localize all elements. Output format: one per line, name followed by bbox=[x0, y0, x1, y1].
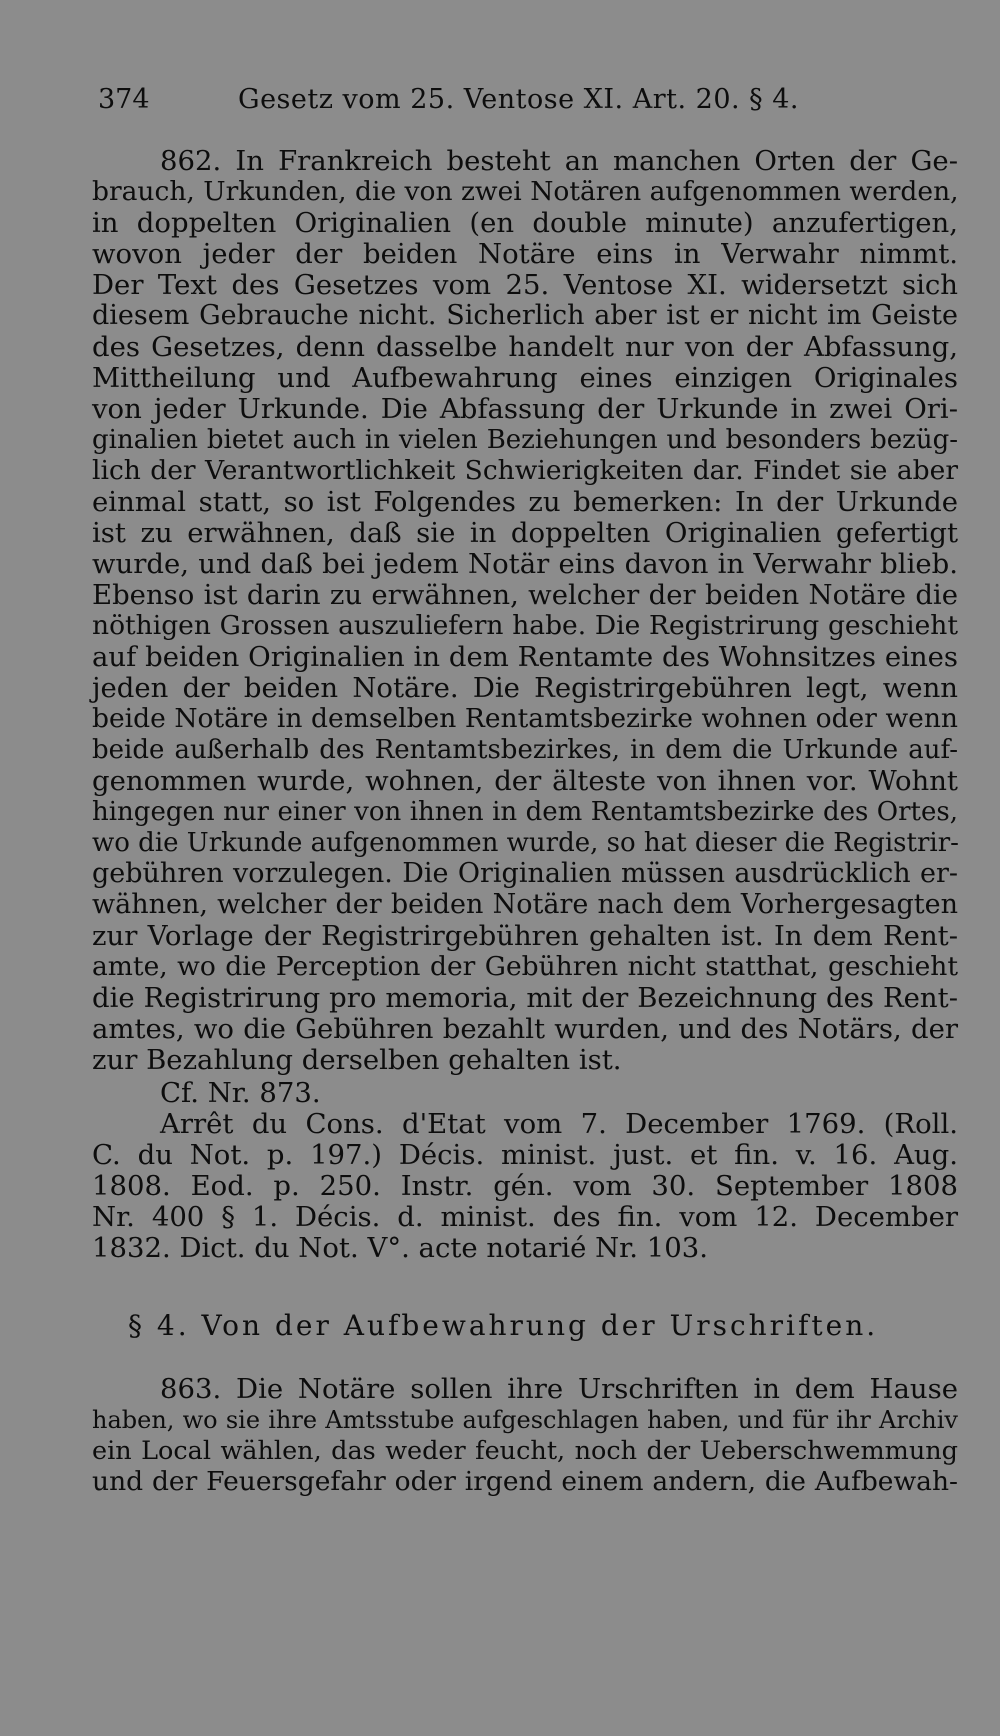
citation-line: Arrêt du Cons. d'Etat vom 7. December 1769. (Roll. bbox=[160, 1108, 958, 1140]
text-line: Mittheilung und Aufbewahrung eines einzigen Originales bbox=[92, 362, 958, 394]
citation-line: C. du Not. p. 197.) Décis. minist. just. et fin. v. 16. Aug. bbox=[92, 1139, 958, 1171]
text-line: beide Notäre in demselben Rentamtsbezirke wohnen oder wenn bbox=[92, 703, 958, 734]
text-line: zur Bezahlung derselben gehalten ist. bbox=[92, 1044, 622, 1076]
citation-line: Nr. 400 § 1. Décis. d. minist. des fin. vom 12. December bbox=[92, 1201, 958, 1233]
text-line: auf beiden Originalien in dem Rentamte des Wohnsitzes eines bbox=[92, 641, 958, 673]
text-line: in doppelten Originalien (en double minute) anzufertigen, bbox=[92, 207, 958, 239]
text-line: nöthigen Grossen auszuliefern habe. Die Registrirung geschieht bbox=[92, 610, 958, 641]
page-number: 374 bbox=[98, 84, 150, 115]
text-line: einmal statt, so ist Folgendes zu bemerken: In der Urkunde bbox=[92, 486, 958, 518]
text-line: amte, wo die Perception der Gebühren nicht statthat, geschieht bbox=[92, 951, 958, 982]
text-line: von jeder Urkunde. Die Abfassung der Urkunde in zwei Ori- bbox=[92, 393, 958, 425]
text-line: Der Text des Gesetzes vom 25. Ventose XI. widersetzt sich bbox=[92, 269, 958, 301]
text-line: genommen wurde, wohnen, der älteste von ihnen vor. Wohnt bbox=[92, 765, 958, 797]
cross-reference: Cf. Nr. 873. bbox=[160, 1077, 321, 1109]
text-line: die Registrirung pro memoria, mit der Bezeichnung des Rent- bbox=[92, 982, 958, 1014]
text-line: wähnen, welcher der beiden Notäre nach dem Vorhergesagten bbox=[92, 889, 958, 920]
page-header bbox=[98, 84, 898, 124]
citation-line: 1808. Eod. p. 250. Instr. gén. vom 30. September 1808 bbox=[92, 1170, 958, 1202]
running-title: Gesetz vom 25. Ventose XI. Art. 20. § 4. bbox=[238, 84, 800, 115]
text-line: haben, wo sie ihre Amtsstube aufgeschlagen haben, und für ihr Archiv bbox=[92, 1406, 958, 1434]
text-line: wo die Urkunde aufgenommen wurde, so hat dieser die Registrir- bbox=[92, 828, 959, 858]
text-line: Ebenso ist darin zu erwähnen, welcher der beiden Notäre die bbox=[92, 579, 958, 611]
text-line: lich der Verantwortlichkeit Schwierigkeiten dar. Findet sie aber bbox=[92, 455, 958, 486]
text-line: brauch, Urkunden, die von zwei Notären aufgenommen werden, bbox=[92, 176, 959, 207]
text-line: jeden der beiden Notäre. Die Registrirgebühren legt, wenn bbox=[92, 672, 958, 704]
text-line: 862. In Frankreich besteht an manchen Orten der Ge- bbox=[160, 145, 958, 177]
text-line: wurde, und daß bei jedem Notär eins davon in Verwahr blieb. bbox=[92, 548, 958, 580]
text-line: gebühren vorzulegen. Die Originalien müssen ausdrücklich er- bbox=[92, 858, 958, 889]
text-line: ist zu erwähnen, daß sie in doppelten Originalien gefertigt bbox=[92, 517, 958, 549]
text-line: beide außerhalb des Rentamtsbezirkes, in dem die Urkunde auf- bbox=[92, 735, 958, 765]
text-line: diesem Gebrauche nicht. Sicherlich aber ist er nicht im Geiste bbox=[92, 300, 958, 331]
text-line: zur Vorlage der Registrirgebühren gehalten ist. In dem Rent- bbox=[92, 920, 958, 952]
text-line: ginalien bietet auch in vielen Beziehungen und besonders bezüg- bbox=[92, 425, 958, 455]
text-line: ein Local wählen, das weder feucht, noch der Ueberschwemmung bbox=[92, 1436, 958, 1466]
text-line: hingegen nur einer von ihnen in dem Rentamtsbezirke des Ortes, bbox=[92, 797, 958, 827]
text-line: 863. Die Notäre sollen ihre Urschriften in dem Hause bbox=[160, 1373, 958, 1405]
text-line: wovon jeder der beiden Notäre eins in Verwahr nimmt. bbox=[92, 238, 958, 270]
section-heading: § 4. Von der Aufbewahrung der Urschriften. bbox=[128, 1309, 879, 1342]
text-line: und der Feuersgefahr oder irgend einem andern, die Aufbewah- bbox=[92, 1466, 958, 1497]
text-line: des Gesetzes, denn dasselbe handelt nur von der Abfassung, bbox=[92, 331, 958, 363]
citation-line: 1832. Dict. du Not. V°. acte notarié Nr. 103. bbox=[92, 1232, 708, 1264]
text-line: amtes, wo die Gebühren bezahlt wurden, und des Notärs, der bbox=[92, 1013, 958, 1045]
